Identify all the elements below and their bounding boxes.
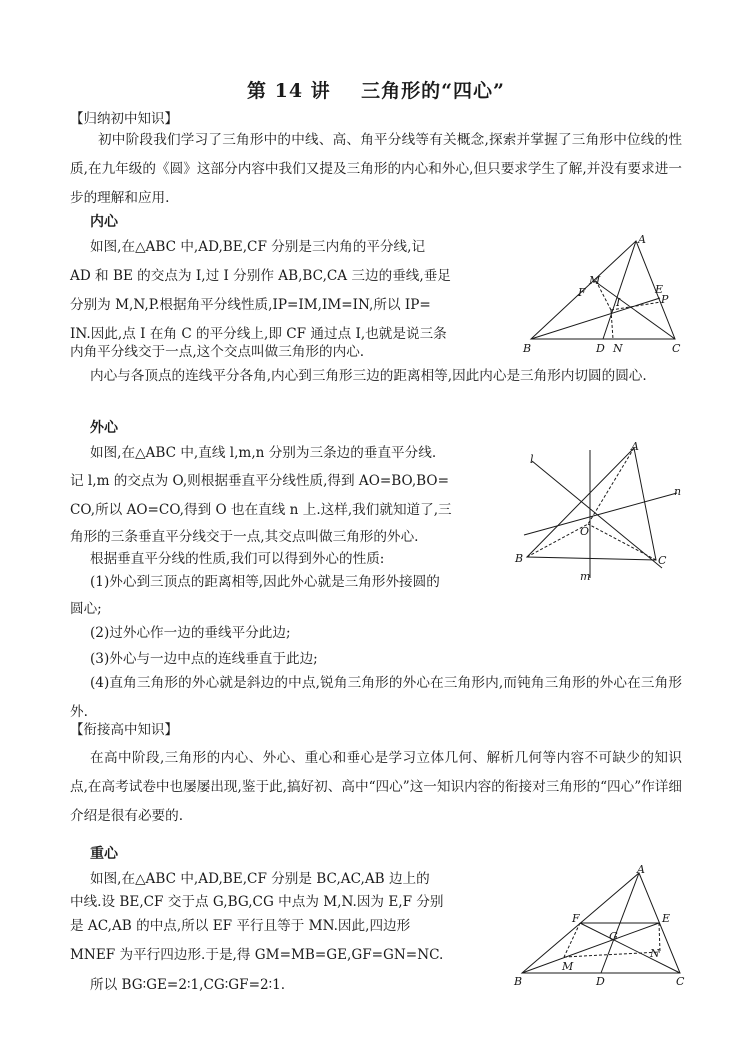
label-a: A bbox=[637, 863, 645, 876]
section-label-senior: 【衔接高中知识】 bbox=[70, 722, 178, 738]
senior-paragraph: 在高中阶段,三角形的内心、外心、重心和垂心是学习立体几何、解析几何等内容不可缺少的知识点,在高考试卷中也屡屡出现,鉴于此,搞好初、高中“四心”这一知识内容的衔接对三角形的“四心”作详细介绍是很有必要的. bbox=[70, 750, 682, 824]
label-c: C bbox=[676, 975, 685, 988]
circumcenter-line-5: 根据垂直平分线的性质,我们可以得到外心的性质: bbox=[90, 551, 385, 567]
label-m: m bbox=[580, 570, 591, 583]
centroid-figure bbox=[508, 860, 688, 992]
label-a: A bbox=[631, 440, 639, 453]
label-n: N bbox=[613, 342, 623, 355]
label-f: F bbox=[572, 912, 580, 925]
line-n bbox=[524, 493, 677, 535]
section-label-junior: 【归纳初中知识】 bbox=[70, 111, 178, 127]
circumcenter-prop-4: (4)直角三角形的外心就是斜边的中点,锐角三角形的外心在三角形内,而钝角三角形的外心在三角形外. bbox=[70, 675, 682, 720]
page-title: 第 14 讲 三角形的“四心” bbox=[247, 80, 505, 102]
incenter-line-1: 如图,在△ABC 中,AD,BE,CF 分别是三内角的平分线,记 bbox=[90, 239, 426, 255]
label-e: E bbox=[662, 912, 671, 925]
median-be bbox=[522, 923, 659, 973]
segment-fm bbox=[564, 923, 580, 957]
circumcenter-prop-2: (2)过外心作一边的垂线平分此边; bbox=[90, 625, 291, 641]
label-b: B bbox=[523, 342, 532, 355]
label-b: B bbox=[515, 552, 524, 565]
circumcenter-line-6: (1)外心到三顶点的距离相等,因此外心就是三角形外接圆的 bbox=[90, 574, 440, 590]
label-d: D bbox=[596, 342, 605, 355]
segment-ao bbox=[588, 448, 634, 524]
centroid-line-1: 如图,在△ABC 中,AD,BE,CF 分别是 BC,AC,AB 边上的 bbox=[90, 871, 430, 887]
centroid-line-5: 所以 BG∶GE=2∶1,CG∶GF=2∶1. bbox=[90, 977, 286, 993]
label-m: M bbox=[562, 960, 574, 973]
circumcenter-prop-3: (3)外心与一边中点的连线垂直于此边; bbox=[90, 651, 318, 667]
label-c: C bbox=[658, 554, 667, 567]
label-m: M bbox=[589, 274, 601, 287]
intro-paragraph: 初中阶段我们学习了三角形中的中线、高、角平分线等有关概念,探索并掌握了三角形中位线的性质,在九年级的《圆》这部分内容中我们又提及三角形的内心和外心,但只要求学生了解,并没有要求进一步的理解和应用. bbox=[70, 132, 682, 206]
incenter-line-4: IN.因此,点 I 在角 C 的平分线上,即 CF 通过点 I,也就是说三条 bbox=[70, 326, 447, 342]
segment-bo bbox=[527, 524, 588, 557]
centroid-line-2: 中线.设 BE,CF 交于点 G,BG,CG 中点为 M,N.因为 E,F 分别 bbox=[70, 894, 444, 910]
circumcenter-line-7: 圆心; bbox=[70, 601, 102, 617]
heading-centroid: 重心 bbox=[90, 846, 118, 862]
centroid-line-3: 是 AC,AB 的中点,所以 EF 平行且等于 MN.因此,四边形 bbox=[70, 918, 411, 934]
label-g: G bbox=[609, 930, 618, 943]
heading-incenter: 内心 bbox=[90, 214, 118, 230]
circumcenter-line-3: CO,所以 AO=CO,得到 O 也在直线 n 上.这样,我们就知道了,三 bbox=[70, 502, 452, 518]
label-n: n bbox=[674, 485, 682, 498]
label-e: E bbox=[655, 283, 664, 296]
centroid-line-4: MNEF 为平行四边形.于是,得 GM=MB=GE,GF=GN=NC. bbox=[70, 947, 444, 963]
circumcenter-figure bbox=[512, 438, 692, 586]
incenter-line-5: 内角平分线交于一点,这个交点叫做三角形的内心. bbox=[70, 344, 365, 360]
label-c: C bbox=[672, 342, 681, 355]
incenter-figure bbox=[515, 232, 690, 357]
label-o: O bbox=[580, 525, 590, 538]
incenter-summary: 内心与各顶点的连线平分各角,内心到三角形三边的距离相等,因此内心是三角形内切圆的圆心. bbox=[90, 368, 647, 384]
bisector-ad bbox=[603, 241, 636, 339]
label-i: I bbox=[616, 296, 621, 309]
label-l: l bbox=[530, 453, 534, 466]
label-n: N bbox=[650, 947, 660, 960]
label-d: D bbox=[596, 975, 605, 988]
median-cf bbox=[580, 923, 680, 973]
circumcenter-line-4: 角形的三条垂直平分线交于一点,其交点叫做三角形的外心. bbox=[70, 529, 419, 545]
label-p: P bbox=[661, 293, 669, 306]
label-b: B bbox=[514, 975, 523, 988]
bisector-be bbox=[531, 298, 660, 339]
incenter-line-2: AD 和 BE 的交点为 I,过 I 分别作 AB,BC,CA 三边的垂线,垂足 bbox=[70, 268, 451, 284]
segment-co bbox=[588, 524, 656, 560]
circumcenter-line-1: 如图,在△ABC 中,直线 l,m,n 分别为三条边的垂直平分线. bbox=[90, 445, 437, 461]
label-f: F bbox=[578, 286, 586, 299]
label-a: A bbox=[638, 233, 646, 246]
incenter-triangle bbox=[531, 241, 675, 339]
circumcenter-line-2: 记 l,m 的交点为 O,则根据垂直平分线性质,得到 AO=BO,BO= bbox=[70, 473, 449, 489]
heading-circumcenter: 外心 bbox=[90, 420, 118, 436]
incenter-line-3: 分别为 M,N,P.根据角平分线性质,IP=IM,IM=IN,所以 IP= bbox=[70, 297, 431, 313]
